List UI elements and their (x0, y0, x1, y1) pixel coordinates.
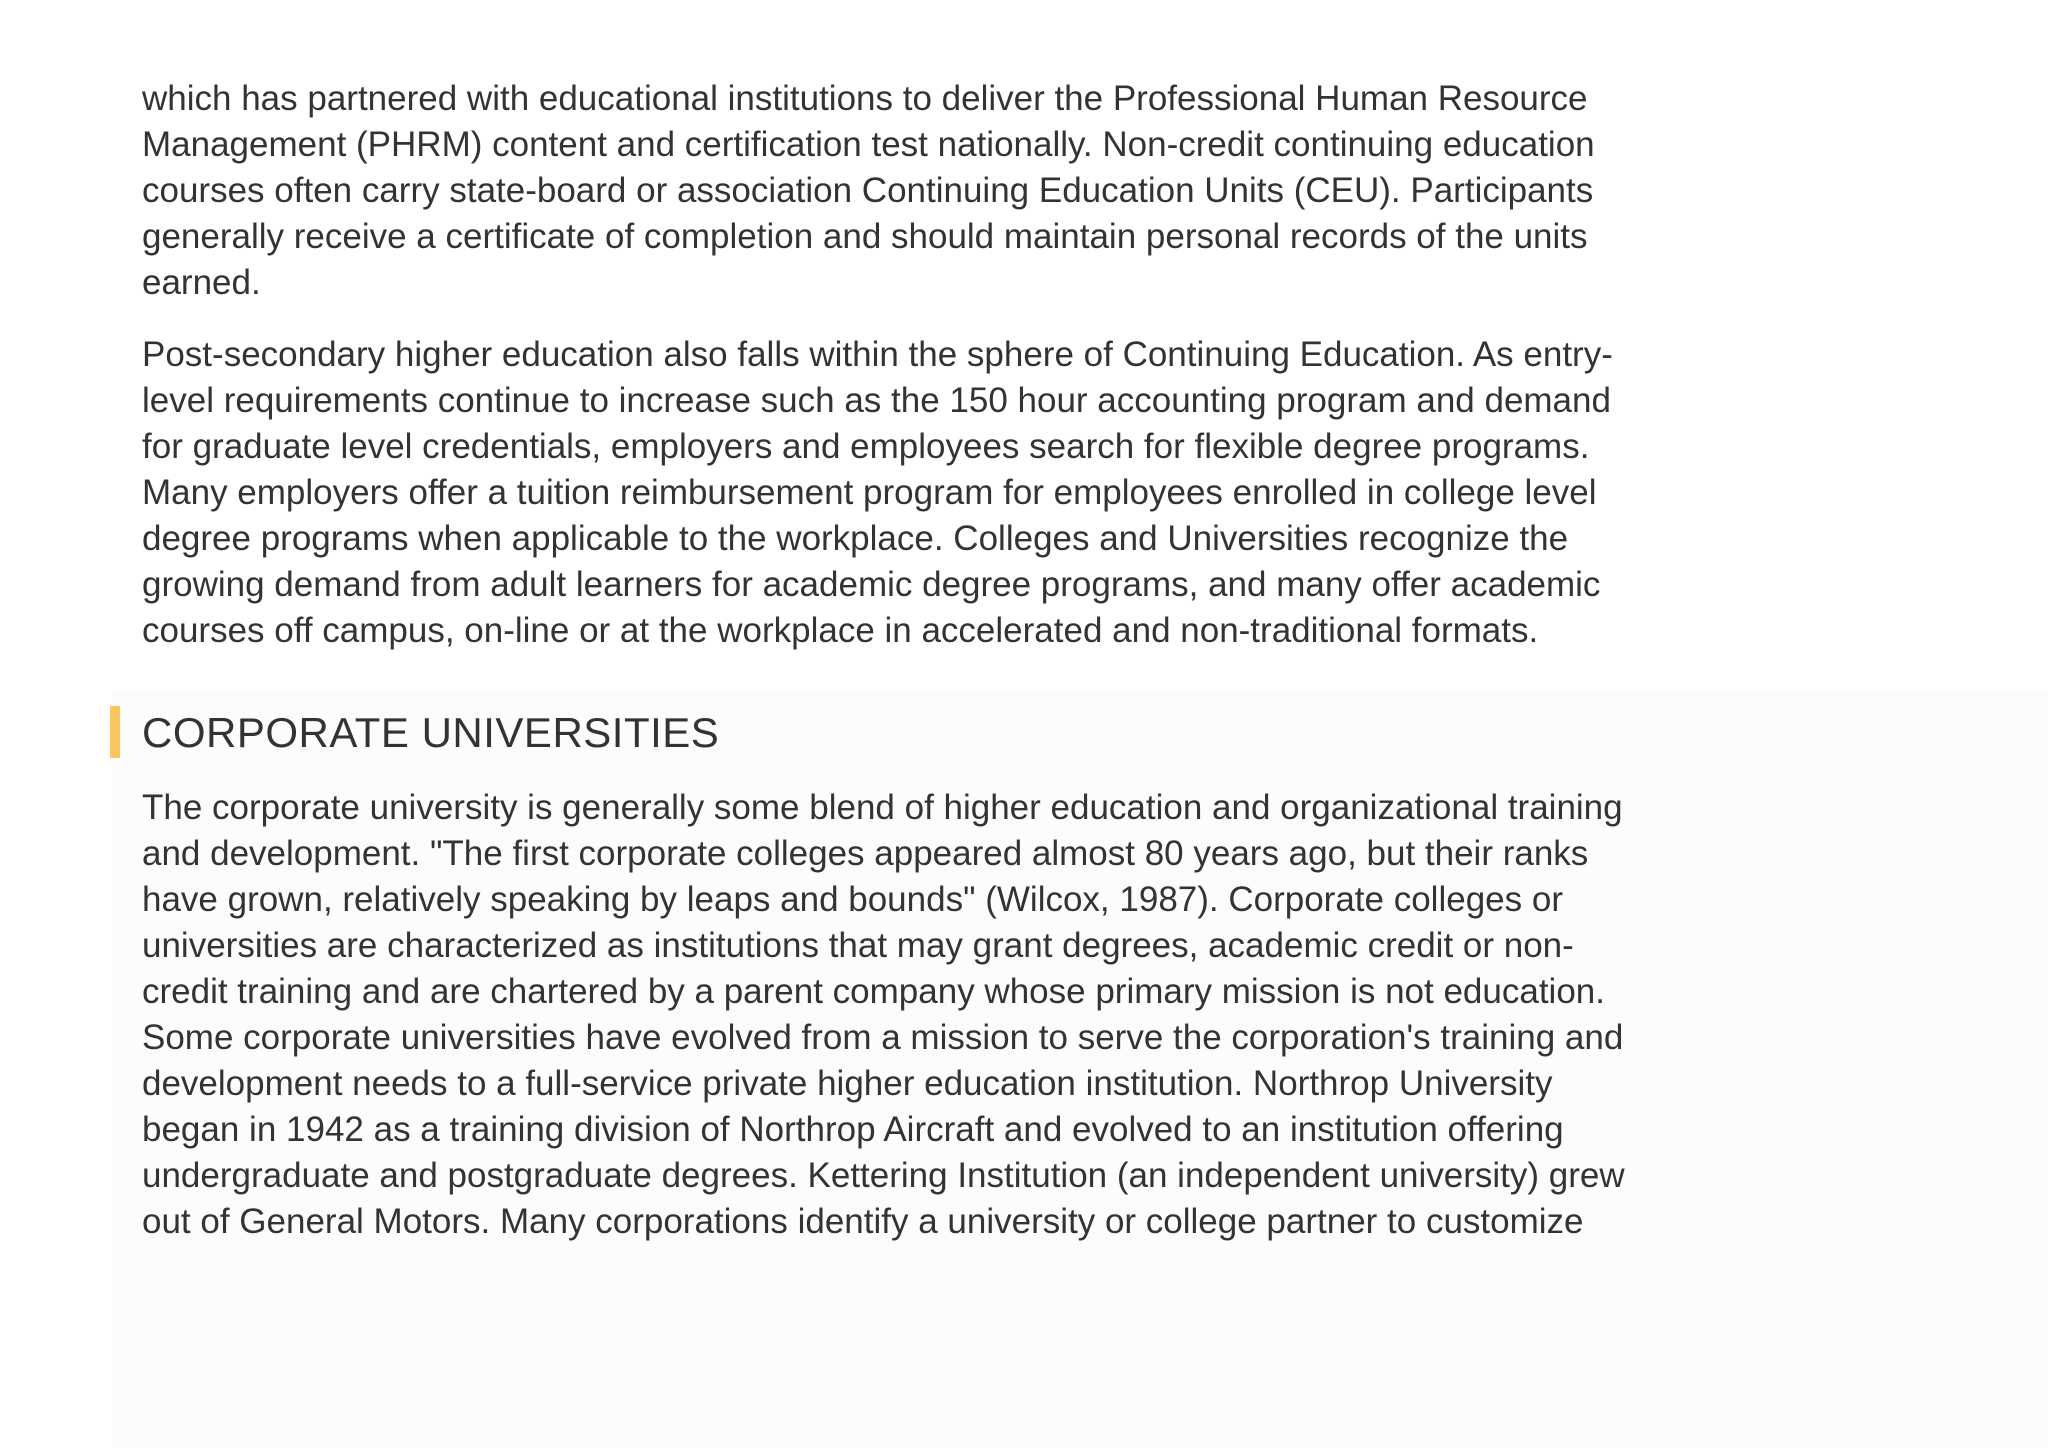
text-line: for graduate level credentials, employers and employees search for flexible degree programs. (142, 427, 1590, 466)
text-line: which has partnered with educational institutions to deliver the Professional Human Resource (142, 79, 1588, 118)
text-line: Some corporate universities have evolved from a mission to serve the corporation's training and (142, 1018, 1624, 1057)
heading-accent-bar (110, 706, 120, 758)
text-line: earned. (142, 263, 261, 302)
text-line: level requirements continue to increase such as the 150 hour accounting program and demand (142, 381, 1611, 420)
section-heading: CORPORATE UNIVERSITIES (142, 709, 720, 756)
text-line: and development. "The first corporate colleges appeared almost 80 years ago, but their ranks (142, 834, 1589, 873)
paragraph-post-secondary (142, 332, 1613, 654)
text-line: Management (PHRM) content and certification test nationally. Non-credit continuing education (142, 125, 1595, 164)
text-line: courses off campus, on-line or at the workplace in accelerated and non-traditional formats. (142, 611, 1539, 650)
text-line: generally receive a certificate of completion and should maintain personal records of the units (142, 217, 1588, 256)
text-line: Many employers offer a tuition reimbursement program for employees enrolled in college level (142, 473, 1597, 512)
text-line: The corporate university is generally some blend of higher education and organizational training (142, 788, 1623, 827)
text-line: courses often carry state-board or association Continuing Education Units (CEU). Participants (142, 171, 1594, 210)
text-line: development needs to a full-service private higher education institution. Northrop University (142, 1064, 1553, 1103)
text-line: began in 1942 as a training division of Northrop Aircraft and evolved to an institution offering (142, 1110, 1564, 1149)
paragraph-continuing-education (142, 76, 1595, 306)
text-line: have grown, relatively speaking by leaps and bounds" (Wilcox, 1987). Corporate colleges or (142, 880, 1563, 919)
text-line: degree programs when applicable to the workplace. Colleges and Universities recognize the (142, 519, 1569, 558)
text-line: universities are characterized as institutions that may grant degrees, academic credit or non- (142, 926, 1574, 965)
text-line: out of General Motors. Many corporations identify a university or college partner to customize (142, 1202, 1584, 1241)
text-line: undergraduate and postgraduate degrees. Kettering Institution (an independent university) grew (142, 1156, 1625, 1195)
paragraph-corporate-universities (142, 785, 1625, 1245)
text-line: credit training and are chartered by a parent company whose primary mission is not education. (142, 972, 1605, 1011)
text-line: Post-secondary higher education also falls within the sphere of Continuing Education. As entry- (142, 335, 1613, 374)
text-line: growing demand from adult learners for academic degree programs, and many offer academic (142, 565, 1601, 604)
